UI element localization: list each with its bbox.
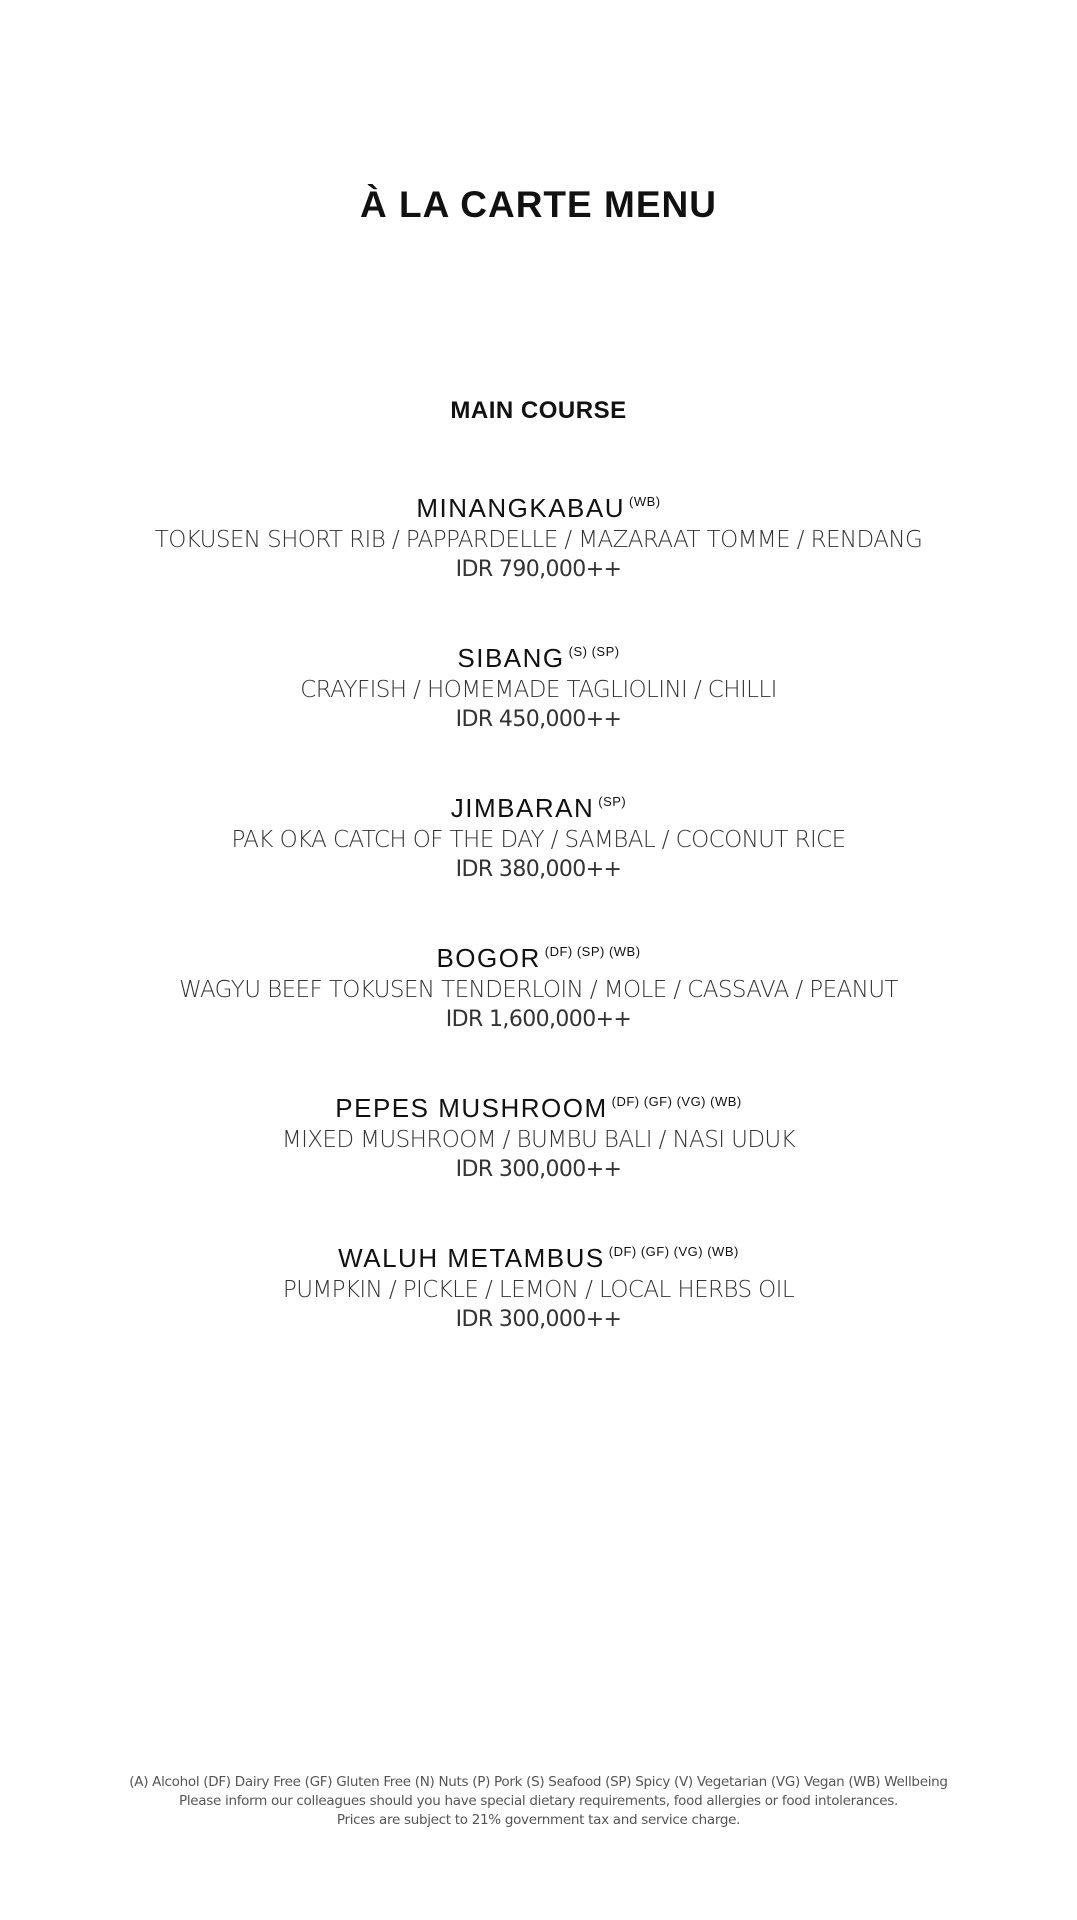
dish-price: IDR 300,000++ bbox=[455, 1157, 622, 1182]
footer-notes bbox=[0, 1773, 1077, 1830]
dish-description: MIXED MUSHROOM / BUMBU BALI / NASI UDUK bbox=[281, 1127, 796, 1153]
dish-minangkabau bbox=[0, 485, 1077, 635]
dish-price: IDR 380,000++ bbox=[455, 857, 622, 882]
dietary-requirements-note: Please inform our colleagues should you have special dietary requirements, food allergies or food intolerances. bbox=[179, 1793, 898, 1809]
dish-price: IDR 790,000++ bbox=[455, 557, 622, 582]
dish-description: CRAYFISH / HOMEMADE TAGLIOLINI / CHILLI bbox=[300, 677, 777, 703]
page-title: À LA CARTE MENU bbox=[360, 184, 717, 225]
dish-tags: (DF) (SP) (WB) bbox=[544, 944, 641, 959]
dietary-legend: (A) Alcohol (DF) Dairy Free (GF) Gluten Free (N) Nuts (P) Pork (S) Seafood (SP) Spicy (V) Vegetarian (VG) Vegan (WB) Wellbeing bbox=[129, 1774, 948, 1790]
dish-name: SIBANG bbox=[457, 643, 565, 673]
dish-sibang bbox=[0, 635, 1077, 785]
dish-waluh-metambus bbox=[0, 1235, 1077, 1385]
section-title: MAIN COURSE bbox=[450, 397, 627, 424]
dish-tags: (DF) (GF) (VG) (WB) bbox=[611, 1094, 742, 1109]
dish-description: WAGYU BEEF TOKUSEN TENDERLOIN / MOLE / CASSAVA / PEANUT bbox=[179, 977, 898, 1003]
dish-name: MINANGKABAU bbox=[416, 493, 626, 523]
tax-note: Prices are subject to 21% government tax and service charge. bbox=[336, 1812, 741, 1828]
dish-description: PAK OKA CATCH OF THE DAY / SAMBAL / COCONUT RICE bbox=[231, 827, 846, 853]
dish-list bbox=[0, 485, 1077, 1385]
dish-name: PEPES MUSHROOM bbox=[335, 1093, 608, 1123]
dish-description: PUMPKIN / PICKLE / LEMON / LOCAL HERBS OIL bbox=[282, 1277, 795, 1303]
dish-name: WALUH METAMBUS bbox=[338, 1243, 605, 1273]
dish-tags: (S) (SP) bbox=[568, 644, 620, 659]
dish-price: IDR 450,000++ bbox=[455, 707, 622, 732]
dish-price: IDR 1,600,000++ bbox=[445, 1007, 632, 1032]
dish-bogor bbox=[0, 935, 1077, 1085]
dish-description: TOKUSEN SHORT RIB / PAPPARDELLE / MAZARAAT TOMME / RENDANG bbox=[154, 527, 923, 553]
dish-price: IDR 300,000++ bbox=[455, 1307, 622, 1332]
dish-name: BOGOR bbox=[436, 943, 541, 973]
dish-tags: (WB) bbox=[629, 494, 661, 509]
dish-name: JIMBARAN bbox=[450, 793, 595, 823]
dish-tags: (DF) (GF) (VG) (WB) bbox=[608, 1244, 739, 1259]
dish-pepes-mushroom bbox=[0, 1085, 1077, 1235]
dish-jimbaran bbox=[0, 785, 1077, 935]
dish-tags: (SP) bbox=[598, 794, 627, 809]
